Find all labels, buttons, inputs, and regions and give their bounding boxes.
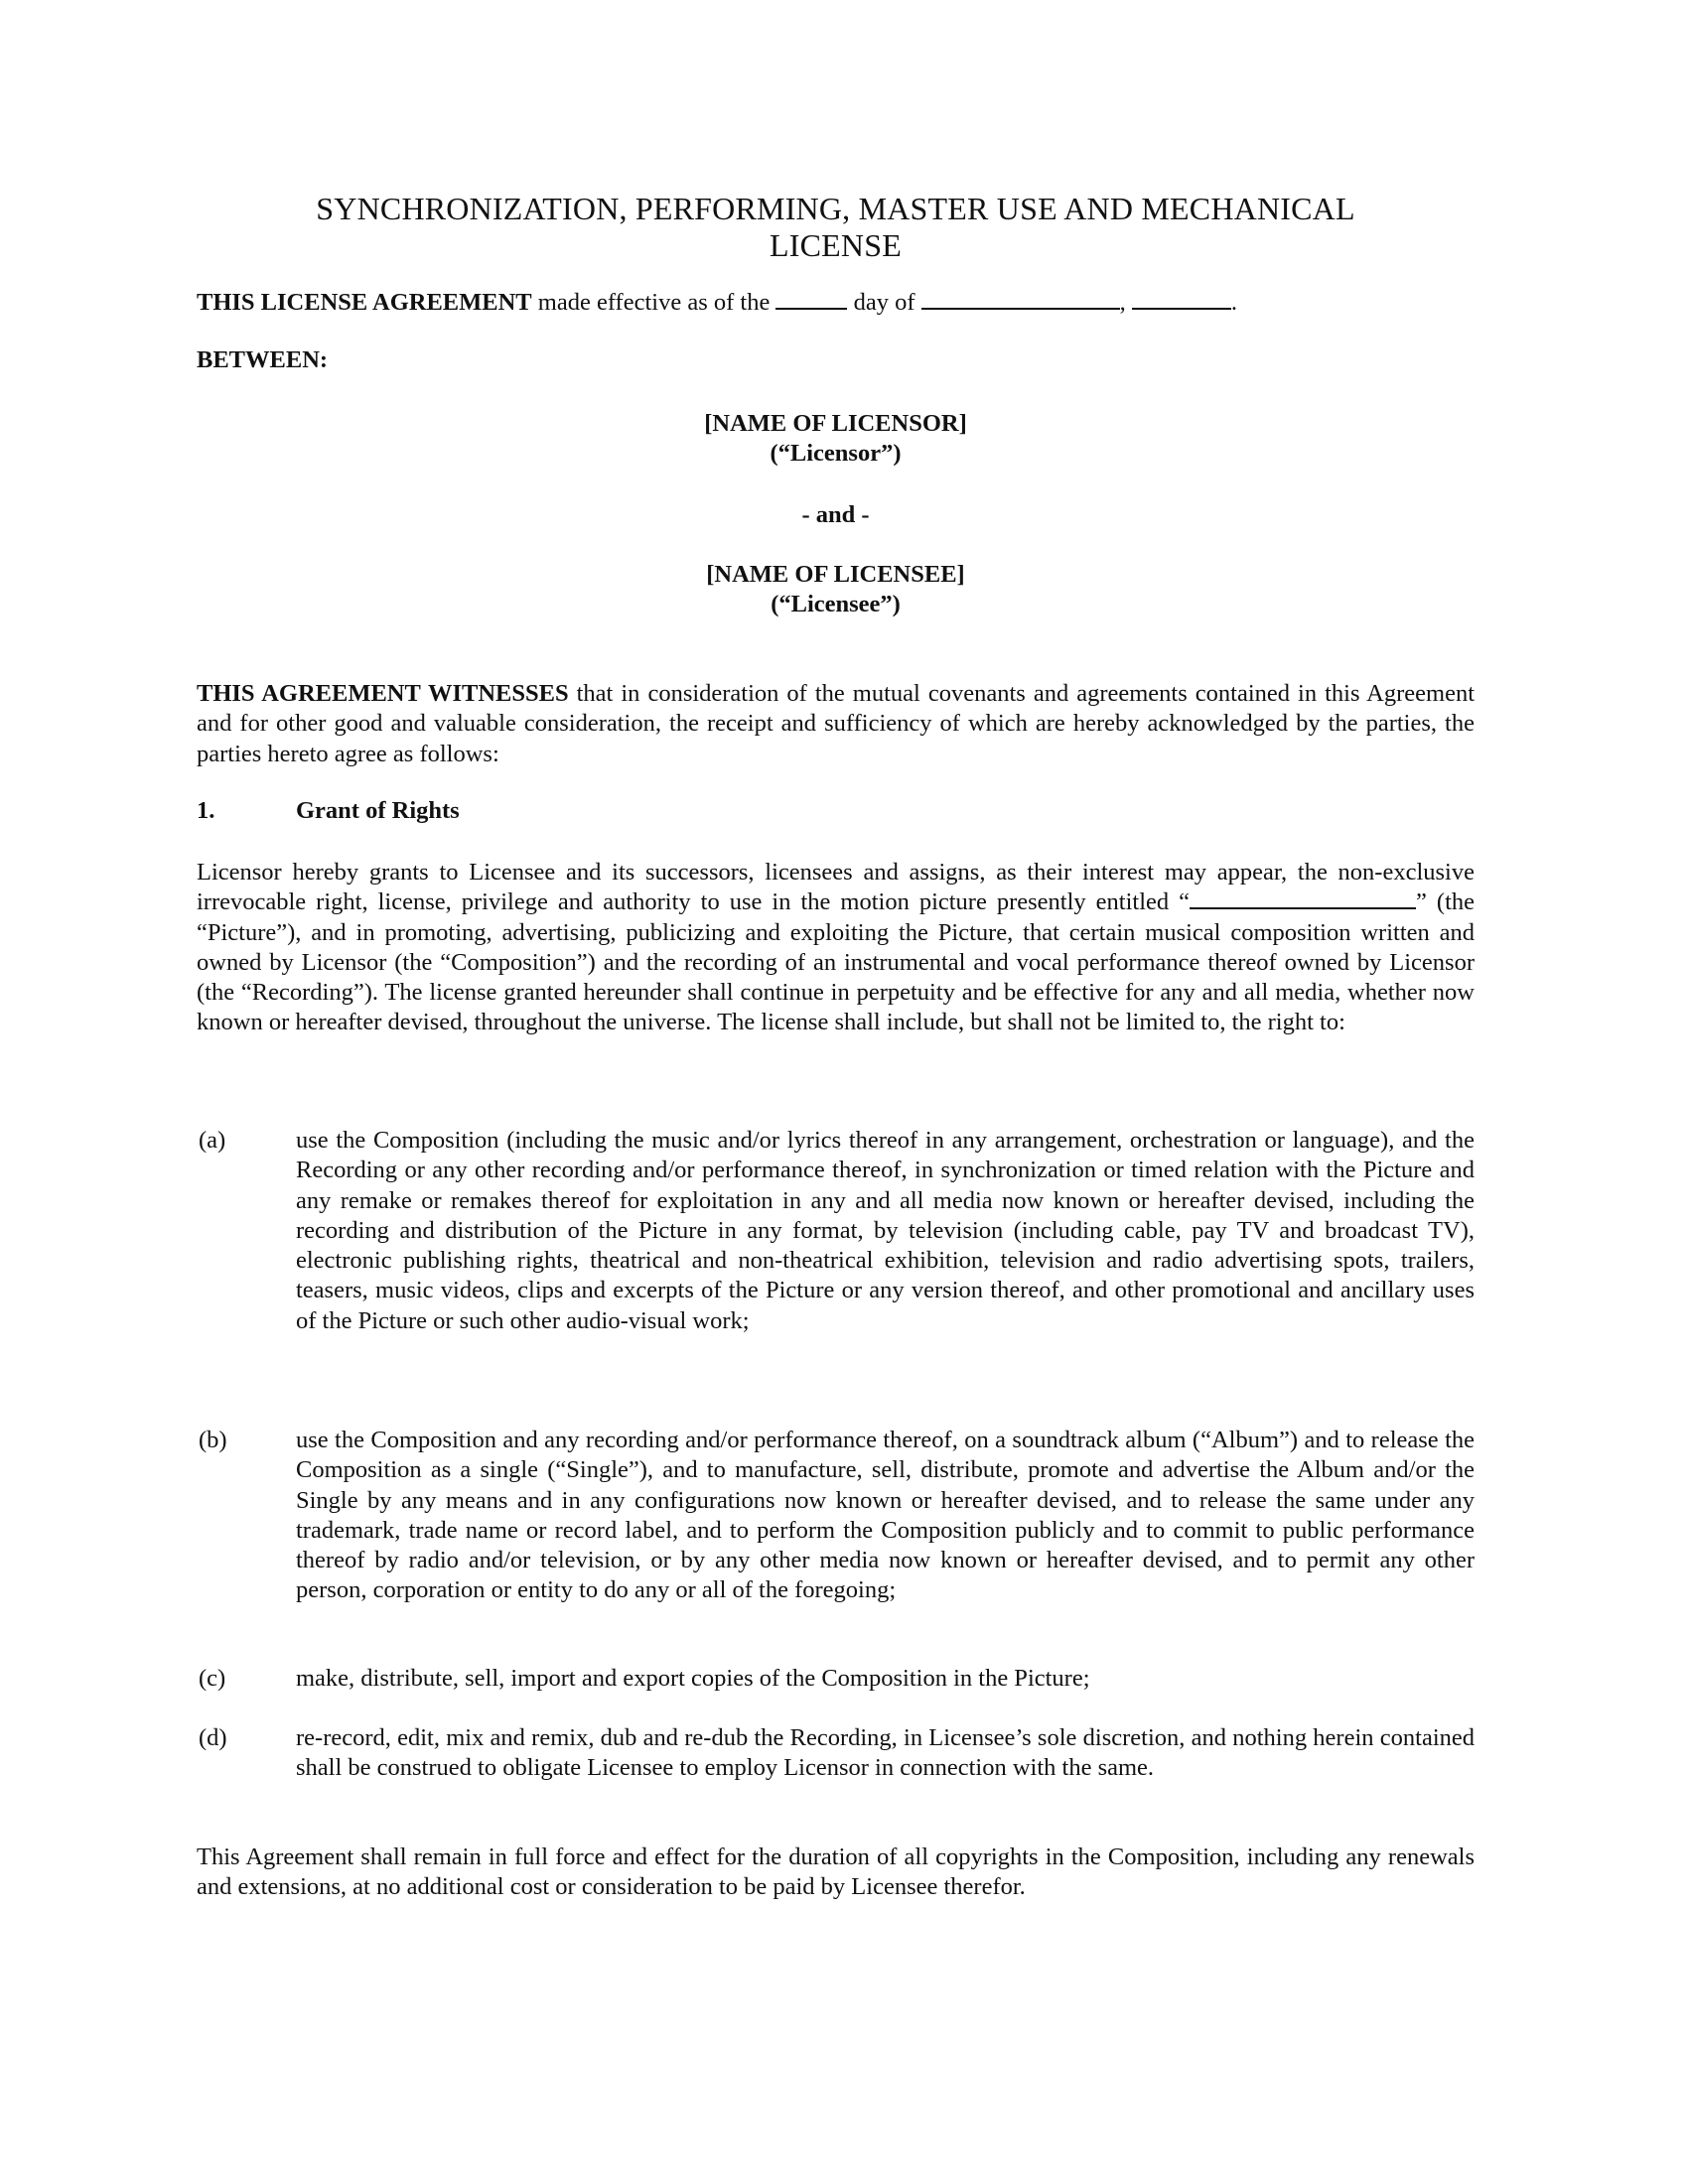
list-item-d [197, 1723, 1475, 1784]
title-line-2: LICENSE [770, 227, 902, 263]
effective-text-2: day of [847, 289, 921, 316]
document-title [197, 191, 1475, 264]
section-1-title: Grant of Rights [296, 797, 460, 824]
month-blank[interactable] [921, 290, 1120, 310]
title-line-1: SYNCHRONIZATION, PERFORMING, MASTER USE AND MECHANICAL [316, 191, 1355, 226]
between-label [197, 345, 1475, 375]
effective-lead: THIS LICENSE AGREEMENT [197, 289, 532, 316]
licensor-party [197, 409, 1475, 470]
section-1-number: 1. [197, 797, 215, 824]
list-item-text: re-record, edit, mix and remix, dub and re-dub the Recording, in Licensee’s sole discretion, and nothing herein contained shall be construed to obligate Licensee to employ Licensor in connection with the same. [296, 1724, 1475, 1782]
year-blank[interactable] [1132, 290, 1231, 310]
day-blank[interactable] [775, 290, 847, 310]
list-item-label: (d) [199, 1724, 227, 1751]
between-text: BETWEEN: [197, 346, 329, 373]
grant-paragraph [197, 858, 1475, 1038]
and-separator [197, 500, 1475, 530]
list-item-label: (c) [199, 1665, 226, 1692]
list-item-text: make, distribute, sell, import and export copies of the Composition in the Picture; [296, 1665, 1090, 1692]
list-item-label: (a) [199, 1127, 226, 1154]
witnesses-paragraph [197, 679, 1475, 769]
licensor-label: (“Licensor”) [770, 440, 902, 468]
grant-text-1: Licensor hereby grants to Licensee and its successors, licensees and assigns, as their interest may appear, the non-exclusive irrevocable right, license, privilege and authority to use in the motion picture presently entitled “ [197, 859, 1475, 916]
effective-text-4: . [1230, 289, 1237, 316]
closing-paragraph: This Agreement shall remain in full force and effect for the duration of all copyrights in the Composition, including any renewals and extensions, at no additional cost or consideration to be paid by Licensee therefor. [197, 1843, 1475, 1901]
effective-text-1: made effective as of the [531, 289, 776, 316]
licensee-name: [NAME OF LICENSEE] [706, 561, 965, 588]
and-text: - and - [801, 501, 870, 528]
effective-text-3: , [1119, 289, 1132, 316]
witnesses-lead: THIS AGREEMENT WITNESSES [197, 680, 569, 707]
picture-title-blank[interactable] [1190, 889, 1416, 909]
witnesses-text: that in consideration of the mutual covenants and agreements contained in this Agreement and for other good and valuable consideration, the receipt and sufficiency of which are hereby acknowledged by the parties, the parties hereto agree as follows: [197, 680, 1475, 767]
licensee-party [197, 560, 1475, 620]
list-item-b [197, 1426, 1475, 1606]
list-item-label: (b) [199, 1427, 227, 1453]
list-item-a [197, 1126, 1475, 1336]
effective-date-line [197, 288, 1475, 318]
list-item-text: use the Composition and any recording and/or performance thereof, on a soundtrack album (“Album”) and to release the Composition as a single (“Single”), and to manufacture, sell, distribute, promote and advertise the Album and/or the Single by any means and in any configurations now known or hereafter devised, and to release the same under any trademark, trade name or record label, and to perform the Composition publicly and to commit to public performance thereof by radio and/or television, or by any other media now known or hereafter devised, and to permit any other person, corporation or entity to do any or all of the foregoing; [296, 1427, 1475, 1604]
licensee-label: (“Licensee”) [771, 591, 901, 618]
grant-text-2: ” (the “Picture”), and in promoting, advertising, publicizing and exploiting the Picture, that certain musical composition written and owned by Licensor (the “Composition”) and the recording of an instrumental and vocal performance thereof owned by Licensor (the “Recording”). The license granted hereunder shall continue in perpetuity and be effective for any and all media, whether now known or hereafter devised, throughout the universe. The license shall include, but shall not be limited to, the right to: [197, 888, 1476, 1036]
list-item-text: use the Composition (including the music and/or lyrics thereof in any arrangement, orchestration or language), and the Recording or any other recording and/or performance thereof, in synchronization or timed relation with the Picture and any remake or remakes thereof for exploitation in any and all media now known or hereafter devised, including the recording and distribution of the Picture in any format, by television (including cable, pay TV and broadcast TV), electronic publishing rights, theatrical and non-theatrical exhibition, television and radio advertising spots, trailers, teasers, music videos, clips and excerpts of the Picture or any version thereof, and other promotional and ancillary uses of the Picture or such other audio-visual work; [296, 1127, 1475, 1334]
licensor-name: [NAME OF LICENSOR] [704, 410, 967, 437]
list-item-c [197, 1664, 1475, 1694]
section-1-heading [197, 796, 460, 826]
